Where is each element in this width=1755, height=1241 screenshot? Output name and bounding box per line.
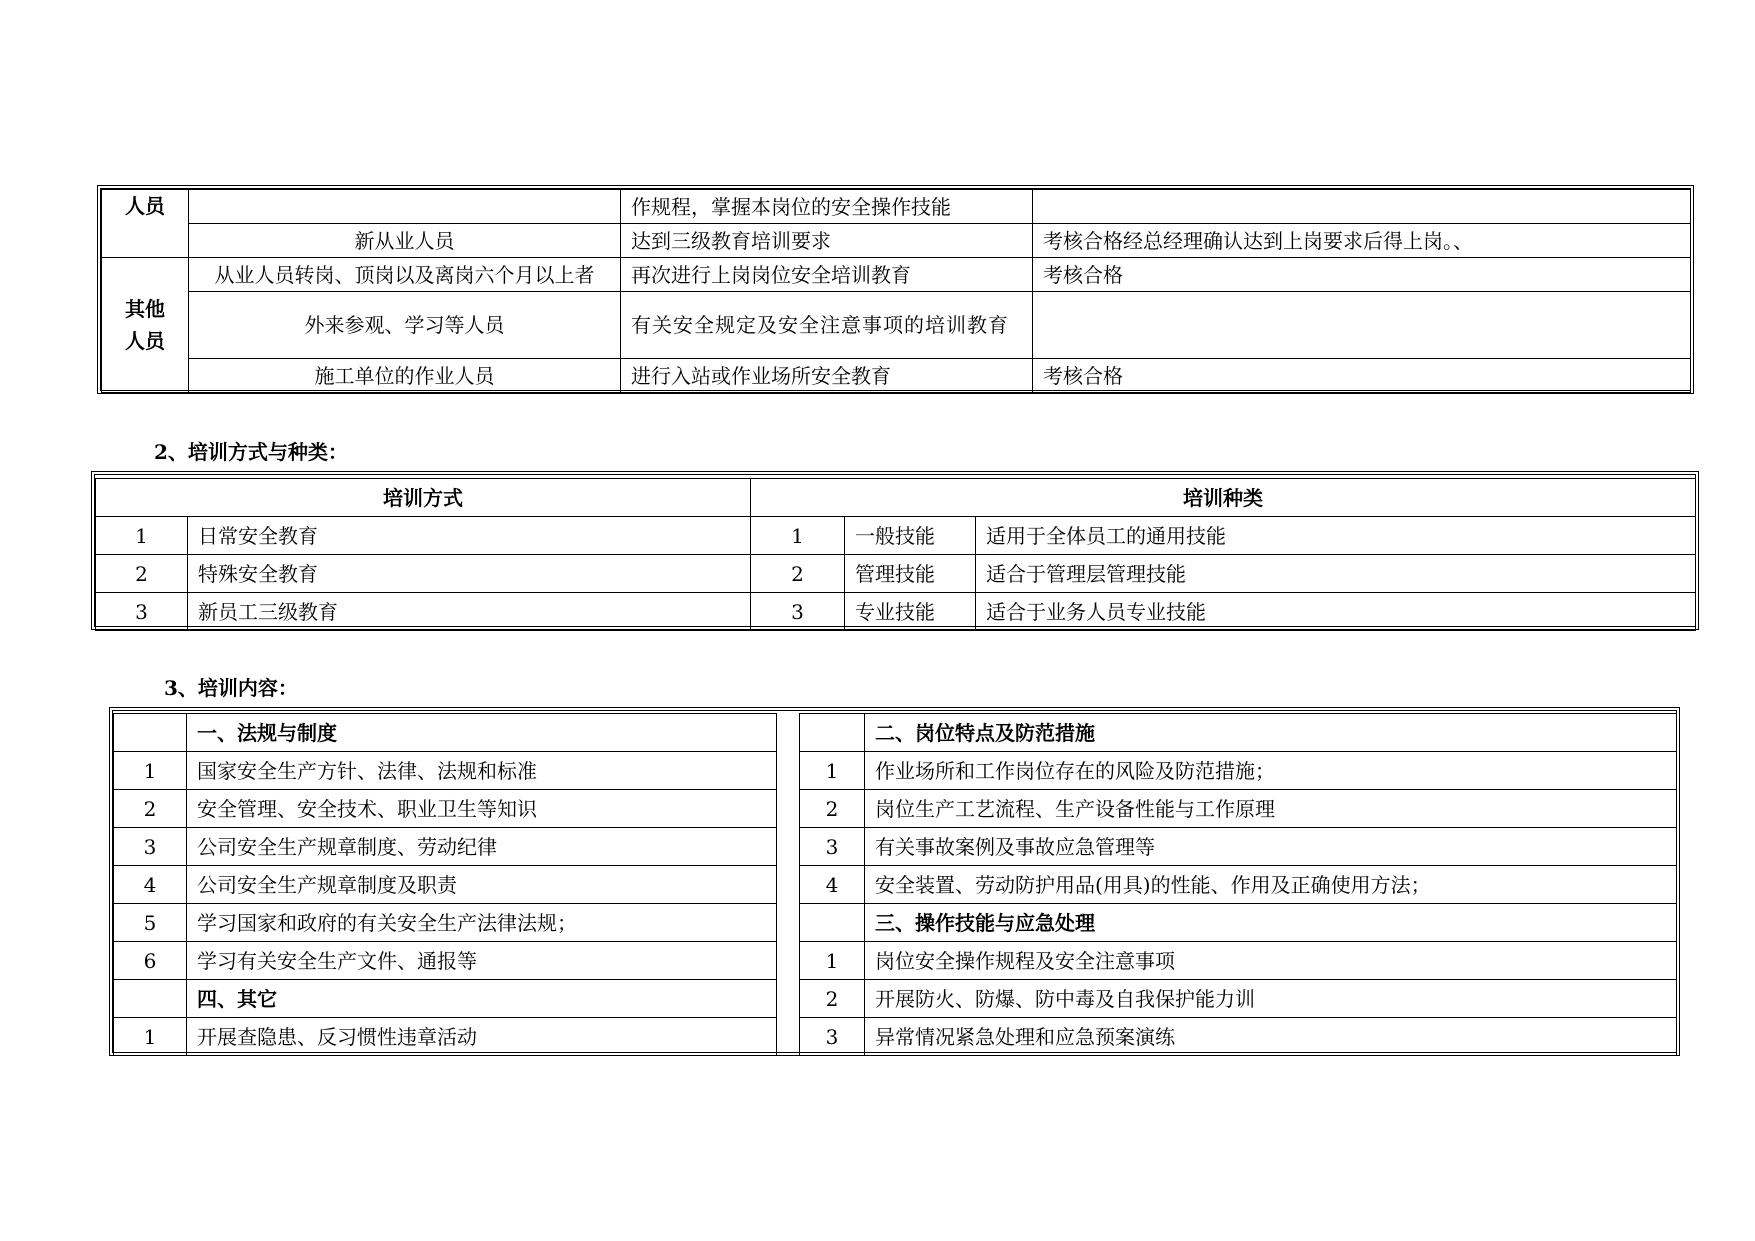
table-row xyxy=(114,942,1677,980)
table-row xyxy=(114,790,1677,828)
personnel-cell: 外来参观、学习等人员 xyxy=(189,292,621,359)
assessment-cell: 考核合格 xyxy=(1033,258,1691,292)
table-row xyxy=(102,258,1691,292)
column-gap xyxy=(777,752,800,790)
content-cell: 岗位生产工艺流程、生产设备性能与工作原理 xyxy=(865,790,1677,828)
section-3-heading: 3、培训内容： xyxy=(164,676,298,700)
table-row xyxy=(102,224,1691,258)
table-row xyxy=(102,359,1691,393)
row-number: 1 xyxy=(800,752,865,790)
row-number: 3 xyxy=(800,1018,865,1056)
method-cell: 新员工三级教育 xyxy=(188,593,751,631)
row-number: 6 xyxy=(114,942,187,980)
table-row xyxy=(102,292,1691,359)
requirement-cell: 进行入站或作业场所安全教育 xyxy=(621,359,1033,393)
row-number: 3 xyxy=(800,828,865,866)
content-cell: 学习有关安全生产文件、通报等 xyxy=(187,942,777,980)
category-cell: 其他 人员 xyxy=(102,258,189,393)
row-number: 2 xyxy=(751,555,845,593)
row-number xyxy=(114,714,187,752)
type-cell: 一般技能 xyxy=(845,517,976,555)
column-gap xyxy=(777,1018,800,1056)
method-cell: 日常安全教育 xyxy=(188,517,751,555)
category-cell xyxy=(102,224,189,258)
column-gap xyxy=(777,980,800,1018)
row-number: 3 xyxy=(114,828,187,866)
personnel-cell xyxy=(189,190,621,224)
content-cell: 国家安全生产方针、法律、法规和标准 xyxy=(187,752,777,790)
method-cell: 特殊安全教育 xyxy=(188,555,751,593)
content-cell: 开展查隐患、反习惯性违章活动 xyxy=(187,1018,777,1056)
table-row xyxy=(114,904,1677,942)
requirement-cell: 有关安全规定及安全注意事项的培训教育 xyxy=(621,292,1033,359)
row-number: 1 xyxy=(800,942,865,980)
content-cell: 安全装置、劳动防护用品(用具)的性能、作用及正确使用方法； xyxy=(865,866,1677,904)
assessment-cell xyxy=(1033,292,1691,359)
table-header-row xyxy=(96,479,1696,517)
table-row xyxy=(114,828,1677,866)
training-content-table xyxy=(113,713,1677,1056)
row-number: 1 xyxy=(114,1018,187,1056)
content-cell: 三、操作技能与应急处理 xyxy=(865,904,1677,942)
content-cell: 二、岗位特点及防范措施 xyxy=(865,714,1677,752)
content-cell: 异常情况紧急处理和应急预案演练 xyxy=(865,1018,1677,1056)
content-cell: 四、其它 xyxy=(187,980,777,1018)
content-cell: 安全管理、安全技术、职业卫生等知识 xyxy=(187,790,777,828)
table-row xyxy=(96,517,1696,555)
table-row xyxy=(114,752,1677,790)
type-desc-cell: 适合于业务人员专业技能 xyxy=(976,593,1696,631)
assessment-cell xyxy=(1033,190,1691,224)
table-row xyxy=(114,1018,1677,1056)
row-number xyxy=(800,714,865,752)
content-cell: 作业场所和工作岗位存在的风险及防范措施； xyxy=(865,752,1677,790)
content-cell: 公司安全生产规章制度及职责 xyxy=(187,866,777,904)
column-gap xyxy=(777,714,800,752)
column-header: 培训方式 xyxy=(96,479,751,517)
table-row xyxy=(96,555,1696,593)
content-cell: 公司安全生产规章制度、劳动纪律 xyxy=(187,828,777,866)
row-number xyxy=(114,980,187,1018)
row-number: 1 xyxy=(751,517,845,555)
section-2-heading: 2、培训方式与种类： xyxy=(154,440,348,464)
column-header: 培训种类 xyxy=(751,479,1696,517)
column-gap xyxy=(777,904,800,942)
assessment-cell: 考核合格经总经理确认达到上岗要求后得上岗。、 xyxy=(1033,224,1691,258)
type-desc-cell: 适合于管理层管理技能 xyxy=(976,555,1696,593)
table-row xyxy=(96,593,1696,631)
row-number: 4 xyxy=(114,866,187,904)
category-cell: 人员 xyxy=(102,190,189,224)
content-cell: 有关事故案例及事故应急管理等 xyxy=(865,828,1677,866)
table-row xyxy=(102,190,1691,224)
type-cell: 管理技能 xyxy=(845,555,976,593)
content-cell: 一、法规与制度 xyxy=(187,714,777,752)
type-cell: 专业技能 xyxy=(845,593,976,631)
row-number xyxy=(800,904,865,942)
table-row xyxy=(114,866,1677,904)
row-number: 3 xyxy=(751,593,845,631)
table-row xyxy=(114,714,1677,752)
personnel-cell: 施工单位的作业人员 xyxy=(189,359,621,393)
column-gap xyxy=(777,828,800,866)
column-gap xyxy=(777,866,800,904)
content-cell: 岗位安全操作规程及安全注意事项 xyxy=(865,942,1677,980)
row-number: 1 xyxy=(114,752,187,790)
row-number: 5 xyxy=(114,904,187,942)
requirement-cell: 再次进行上岗岗位安全培训教育 xyxy=(621,258,1033,292)
personnel-requirements-table xyxy=(101,189,1691,393)
assessment-cell: 考核合格 xyxy=(1033,359,1691,393)
requirement-cell: 作规程，掌握本岗位的安全操作技能 xyxy=(621,190,1033,224)
column-gap xyxy=(777,790,800,828)
requirement-cell: 达到三级教育培训要求 xyxy=(621,224,1033,258)
row-number: 1 xyxy=(96,517,188,555)
personnel-cell: 新从业人员 xyxy=(189,224,621,258)
training-methods-table xyxy=(95,478,1696,631)
row-number: 2 xyxy=(800,790,865,828)
content-cell: 学习国家和政府的有关安全生产法律法规； xyxy=(187,904,777,942)
row-number: 3 xyxy=(96,593,188,631)
table-row xyxy=(114,980,1677,1018)
personnel-cell: 从业人员转岗、顶岗以及离岗六个月以上者 xyxy=(189,258,621,292)
row-number: 2 xyxy=(96,555,188,593)
content-cell: 开展防火、防爆、防中毒及自我保护能力训 xyxy=(865,980,1677,1018)
column-gap xyxy=(777,942,800,980)
row-number: 2 xyxy=(114,790,187,828)
type-desc-cell: 适用于全体员工的通用技能 xyxy=(976,517,1696,555)
row-number: 4 xyxy=(800,866,865,904)
row-number: 2 xyxy=(800,980,865,1018)
